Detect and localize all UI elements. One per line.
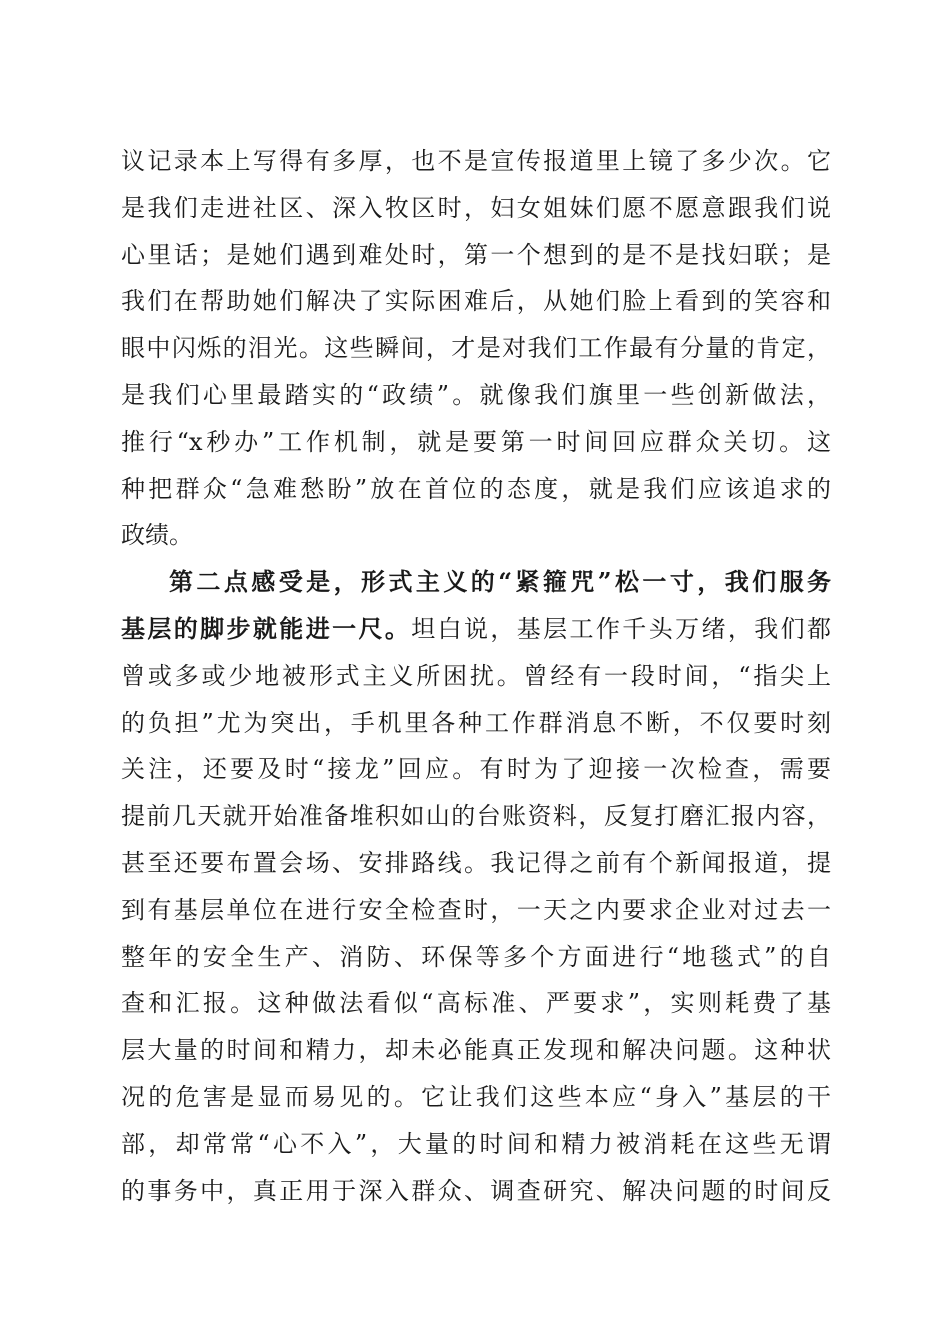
text-line: 提前几天就开始准备堆积如山的台账资料，反复打磨汇报内容，: [121, 802, 831, 831]
mixed-line: [121, 606, 831, 653]
text-line: 眼中闪烁的泪光。这些瞬间，才是对我们工作最有分量的肯定，: [121, 334, 831, 363]
text-line: 心里话；是她们遇到难处时，第一个想到的是不是找妇联；是: [121, 240, 831, 269]
text-line: 关注，还要及时“接龙”回应。有时为了迎接一次检查，需要: [121, 755, 831, 784]
text-line: 整年的安全生产、消防、环保等多个方面进行“地毯式”的自: [121, 942, 831, 971]
text-line: 查和汇报。这种做法看似“高标准、严要求”，实则耗费了基: [121, 989, 831, 1018]
text-line: 甚至还要布置会场、安排路线。我记得之前有个新闻报道，提: [121, 848, 831, 877]
text-line: 层大量的时间和精力，却未必能真正发现和解决问题。这种状: [121, 1036, 831, 1065]
text-line: 部，却常常“心不入”，大量的时间和精力被消耗在这些无谓: [121, 1129, 831, 1158]
text-line: 曾或多或少地被形式主义所困扰。曾经有一段时间，“指尖上: [121, 661, 831, 690]
text-line: 推行“x秒办”工作机制，就是要第一时间回应群众关切。这: [121, 427, 831, 456]
text-line: 政绩。: [121, 521, 193, 550]
text-line: 的事务中，真正用于深入群众、调查研究、解决问题的时间反: [121, 1176, 831, 1205]
bold-heading-line: 第二点感受是，形式主义的“紧箍咒”松一寸，我们服务: [169, 567, 831, 597]
text-line: 况的危害是显而易见的。它让我们这些本应“身入”基层的干: [121, 1082, 831, 1111]
text-line: 是我们心里最踏实的“政绩”。就像我们旗里一些创新做法，: [121, 380, 831, 409]
text-line: 议记录本上写得有多厚，也不是宣传报道里上镜了多少次。它: [121, 147, 831, 175]
text-line: 的负担”尤为突出，手机里各种工作群消息不断，不仅要时刻: [121, 708, 831, 737]
bold-heading-continuation: 基层的脚步就能进一尺。: [121, 613, 412, 643]
text-line: 是我们走进社区、深入牧区时，妇女姐妹们愿不愿意跟我们说: [121, 193, 831, 222]
text-segment: 坦白说，基层工作千头万绪，我们都: [411, 614, 831, 643]
text-line: 到有基层单位在进行安全检查时，一天之内要求企业对过去一: [121, 895, 831, 924]
text-line: 种把群众“急难愁盼”放在首位的态度，就是我们应该追求的: [121, 474, 831, 503]
body-text: [121, 138, 831, 1214]
text-line: 我们在帮助她们解决了实际困难后，从她们脸上看到的笑容和: [121, 287, 831, 316]
